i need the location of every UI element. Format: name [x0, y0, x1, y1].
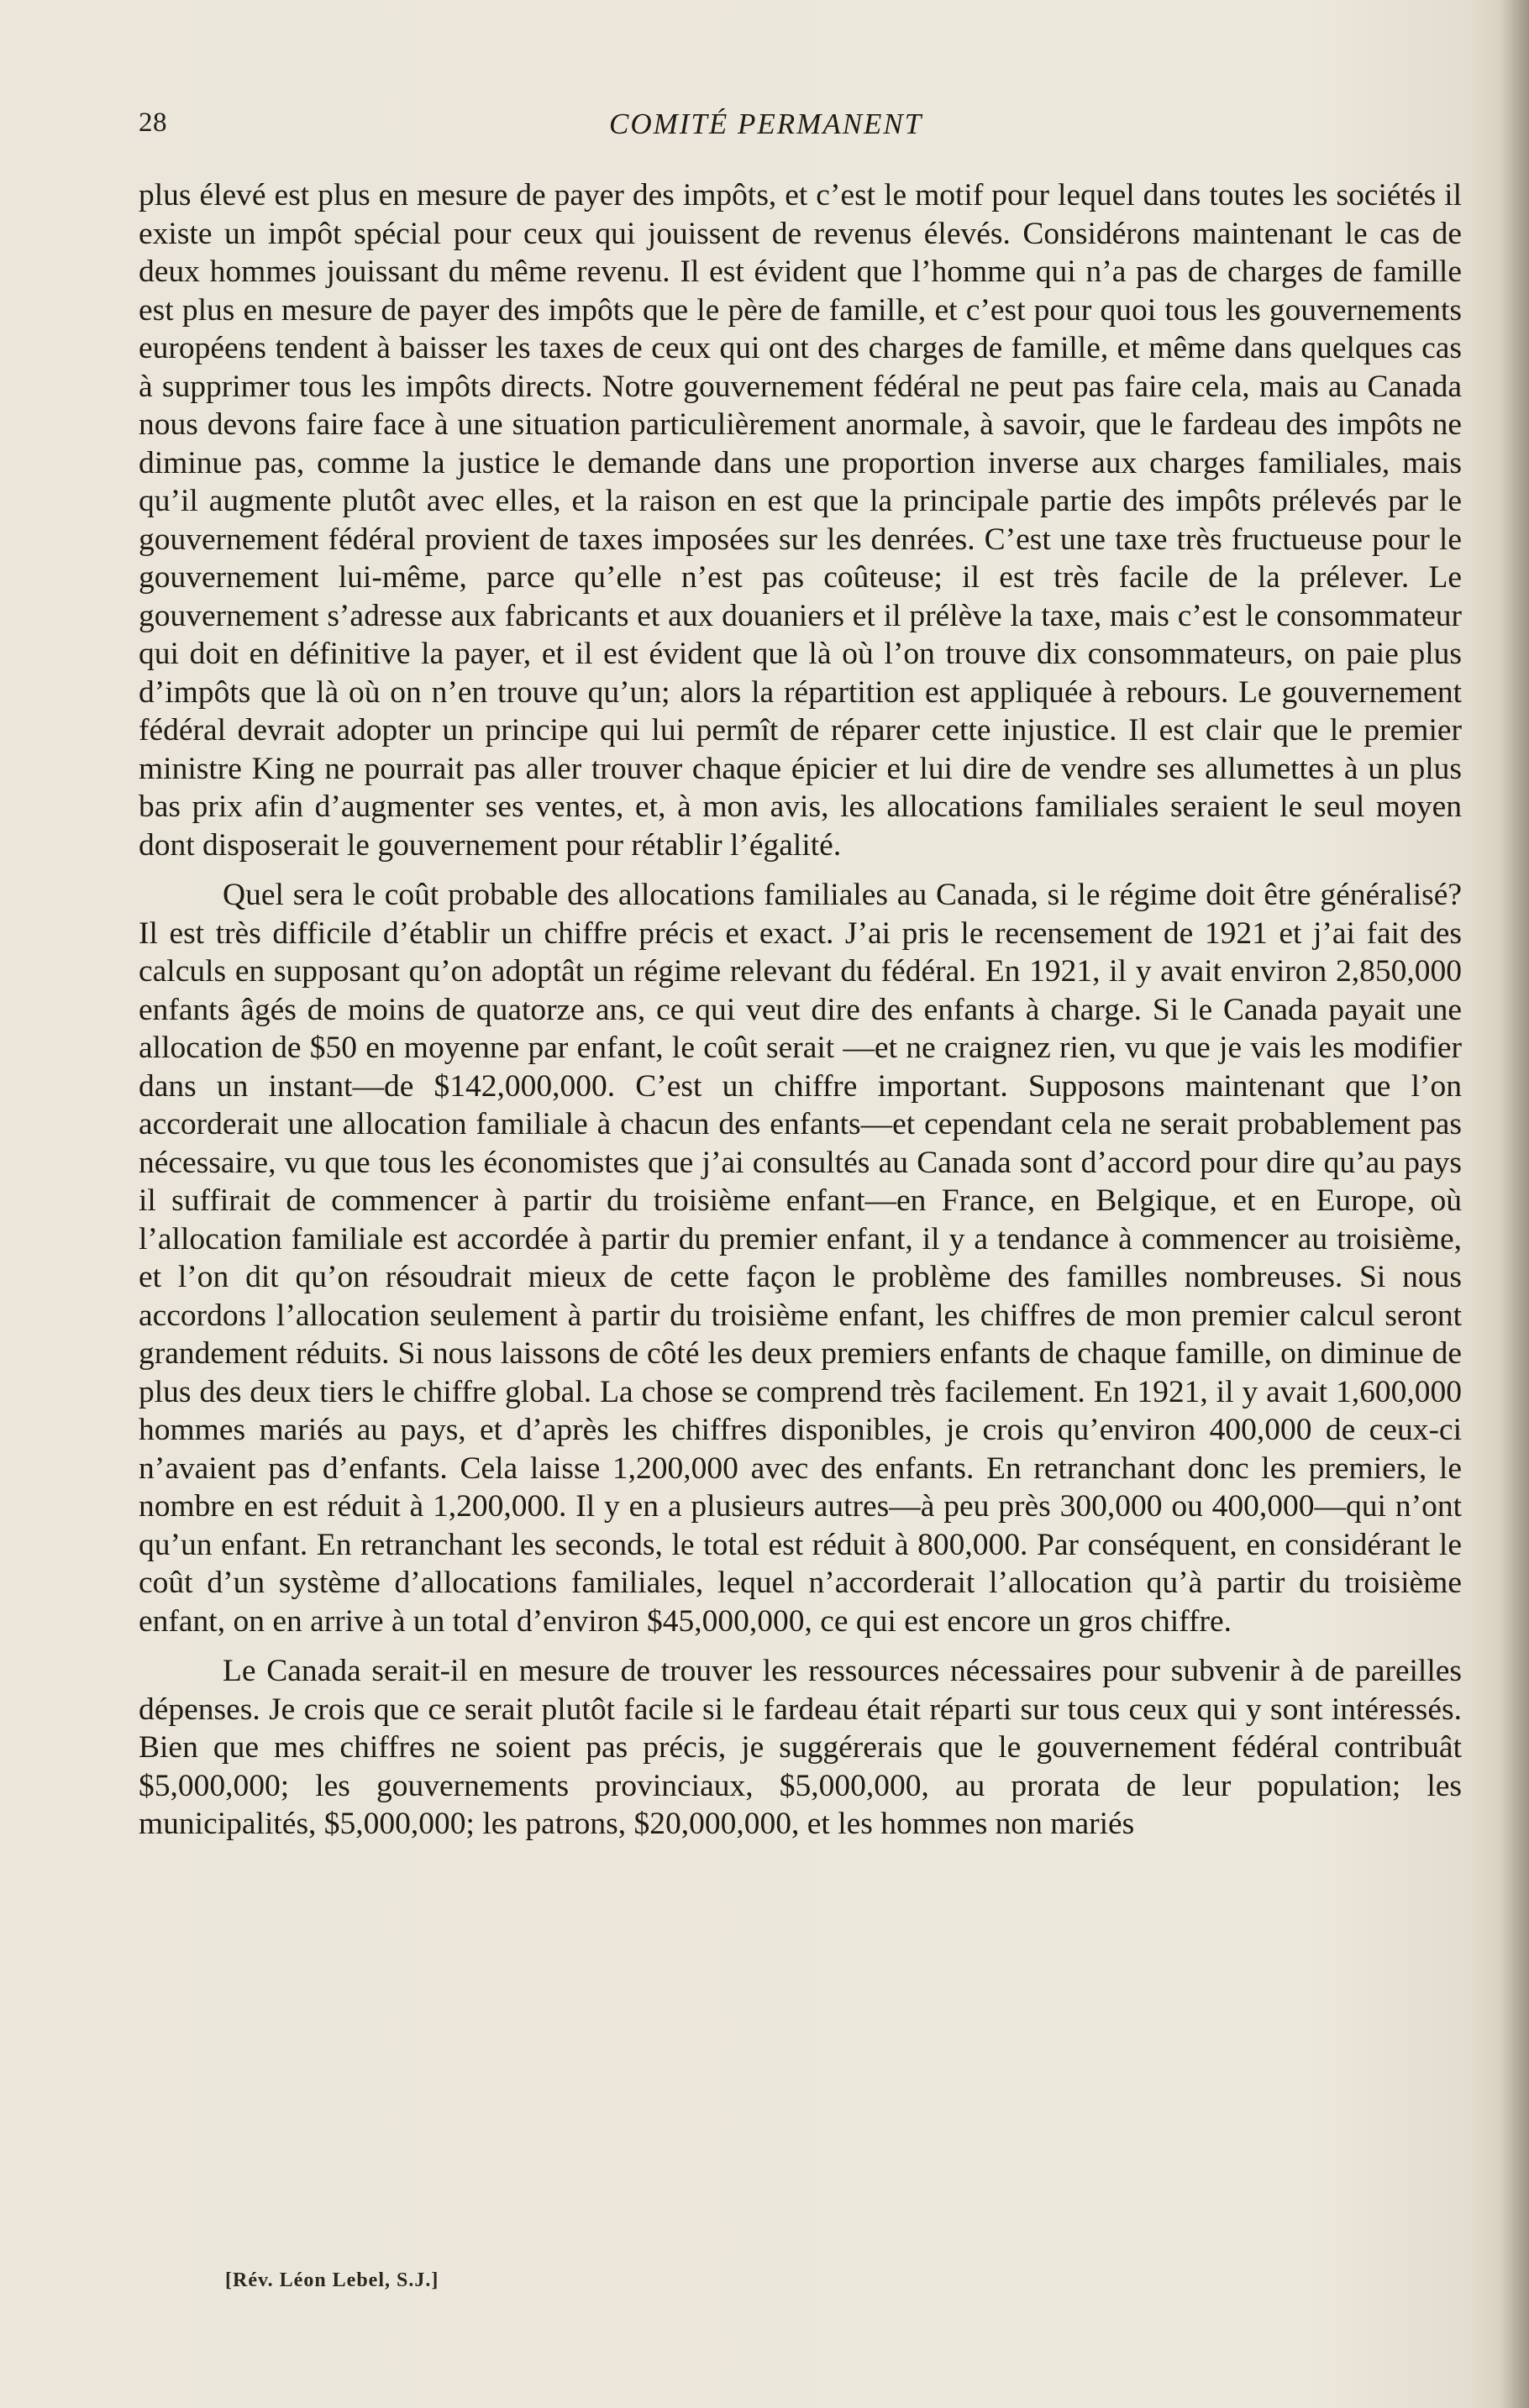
running-head: COMITÉ PERMANENT	[609, 108, 923, 140]
body-text	[139, 176, 1462, 1844]
page-number: 28	[139, 108, 167, 138]
page-header	[139, 108, 1466, 158]
speaker-footnote: [Rév. Léon Lebel, S.J.]	[225, 2269, 439, 2291]
binding-edge	[1500, 0, 1529, 2408]
paragraph-3: Le Canada serait-il en mesure de trouver les ressources nécessaires pour subvenir à de pareilles dépenses. Je crois que ce serait plutôt facile si le fardeau était réparti sur tous ceux qui y sont intéressés. Bien que mes chiffres ne soient pas précis, je suggérerais que le gouvernement fédéral contribuât $5,000,000; les gouvernements provinciaux, $5,000,000, au prorata de leur population; les municipalités, $5,000,000; les patrons, $20,000,000, et les hommes non mariés	[139, 1654, 1462, 1841]
paragraph-2: Quel sera le coût probable des allocations familiales au Canada, si le régime doit être généralisé? Il est très difficile d’établir un chiffre précis et exact. J’ai pris le recensement de 1921 et j’ai fait des calculs en supposant qu’on adoptât un régime relevant du fédéral. En 1921, il y avait environ 2,850,000 enfants âgés de moins de quatorze ans, ce qui veut dire des enfants à charge. Si le Canada payait une allocation de $50 en moyenne par enfant, le coût serait —et ne craignez rien, vu que je vais les modifier dans un instant—de $142,000,000. C’est un chiffre important. Supposons maintenant que l’on accorderait une allocation familiale à chacun des enfants—et cependant cela ne serait probablement pas nécessaire, vu que tous les économistes que j’ai consultés au Canada sont d’accord pour dire qu’au pays il suffirait de commencer à partir du troisième enfant—en France, en Belgique, et en Europe, où l’allocation familiale est accordée à partir du premier enfant, il y a tendance à commencer au troisième, et l’on dit qu’on résoudrait mieux de cette façon le problème des familles nombreuses. Si nous accordons l’allocation seulement à partir du troisième enfant, les chiffres de mon premier calcul seront grandement réduits. Si nous laissons de côté les deux premiers enfants de chaque famille, on diminue de plus des deux tiers le chiffre global. La chose se comprend très facilement. En 1921, il y avait 1,600,000 hommes mariés au pays, et d’après les chiffres disponibles, je crois qu’environ 400,000 de ceux-ci n’avaient pas d’enfants. Cela laisse 1,200,000 avec des enfants. En retranchant donc les premiers, le nombre en est réduit à 1,200,000. Il y en a plusieurs autres—à peu près 300,000 ou 400,000—qui n’ont qu’un enfant. En retranchant les seconds, le total est réduit à 800,000. Par conséquent, en considérant le coût d’un système d’allocations familiales, lequel n’accorderait l’allocation qu’à partir du troisième enfant, on en arrive à un total d’environ $45,000,000, ce qui est encore un gros chiffre.	[139, 878, 1462, 1639]
paragraph-1: plus élevé est plus en mesure de payer des impôts, et c’est le motif pour lequel dans toutes les sociétés il existe un impôt spécial pour ceux qui jouissent de revenus élevés. Considérons maintenant le cas de deux hommes jouissant du même revenu. Il est évident que l’homme qui n’a pas de charges de famille est plus en mesure de payer des impôts que le père de famille, et c’est pour quoi tous les gouvernements européens tendent à baisser les taxes de ceux qui ont des charges de famille, et même dans quelques cas à supprimer tous les impôts directs. Notre gouvernement fédéral ne peut pas faire cela, mais au Canada nous devons faire face à une situation particulièrement anormale, à savoir, que le fardeau des impôts ne diminue pas, comme la justice le demande dans une proportion inverse aux charges familiales, mais qu’il augmente plutôt avec elles, et la raison en est que la principale partie des impôts prélevés par le gouvernement fédéral provient de taxes imposées sur les denrées. C’est une taxe très fructueuse pour le gouvernement lui-même, parce qu’elle n’est pas coûteuse; il est très facile de la prélever. Le gouvernement s’adresse aux fabricants et aux douaniers et il prélève la taxe, mais c’est le consommateur qui doit en définitive la payer, et il est évident que là où l’on trouve dix consommateurs, on paie plus d’impôts que là où on n’en trouve qu’un; alors la répartition est appliquée à rebours. Le gouvernement fédéral devrait adopter un principe qui lui permît de réparer cette injustice. Il est clair que le premier ministre King ne pourrait pas aller trouver chaque épicier et lui dire de vendre ses allumettes à un plus bas prix afin d’augmenter ses ventes, et, à mon avis, les allocations familiales seraient le seul moyen dont disposerait le gouvernement pour rétablir l’égalité.	[139, 178, 1462, 863]
